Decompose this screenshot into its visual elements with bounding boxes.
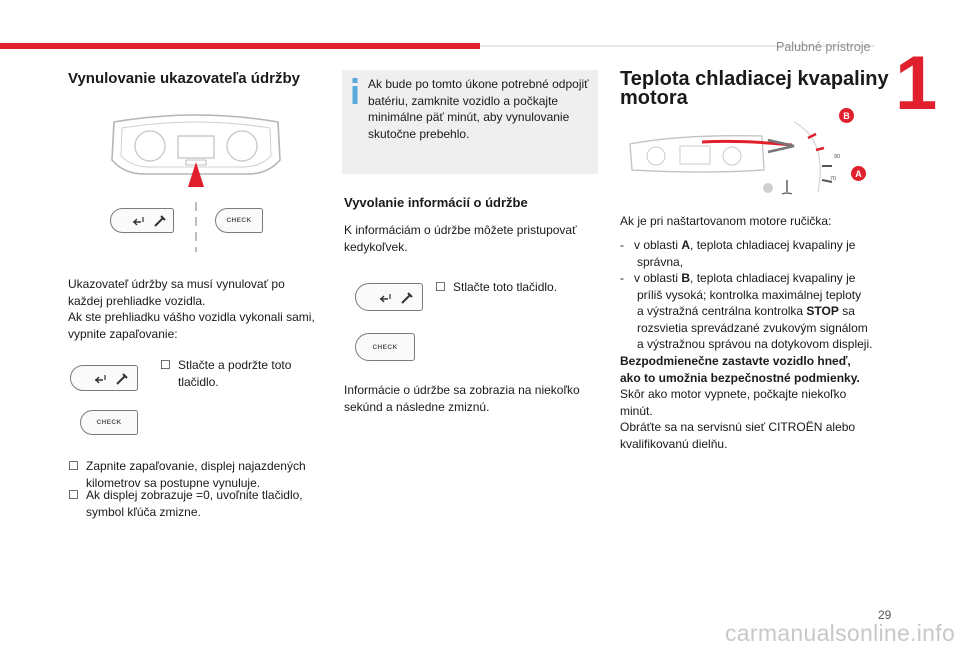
maintenance-info-title: Vyvolanie informácií o údržbe <box>344 195 528 210</box>
coolant-item-b: - v oblasti B, teplota chladiacej kvapaliny je príliš vysoká; kontrolka maximálnej teploty a výstražná centrálna kontrolka STOP sa rozsvietia sprevádzané zvukovým signálom a výstražnou správou na dotykovom displeji. <box>620 271 873 351</box>
instrument-cluster-illustration <box>108 112 284 257</box>
section-label: Palubné prístroje <box>776 40 871 54</box>
arrow-bullet-icon: ☐ <box>68 488 79 502</box>
svg-text:90: 90 <box>834 154 841 160</box>
check-button-illustration-2: CHECK <box>80 410 138 435</box>
svg-text:70: 70 <box>830 176 837 182</box>
wrench-icon <box>93 372 131 386</box>
bullet-ignition-on: ☐ Zapnite zapaľovanie, displej najazdených kilometrov sa postupne vynuluje. <box>68 459 306 490</box>
check-button-illustration: CHECK <box>215 208 263 233</box>
watermark: carmanualsonline.info <box>725 620 956 646</box>
wrench-icon <box>378 291 416 305</box>
info-icon <box>350 78 360 104</box>
maintenance-info-outro: Informácie o údržbe sa zobrazia na niekoľko sekúnd a následne zmiznú. <box>344 383 580 414</box>
maintenance-button-illustration-2 <box>70 365 138 391</box>
info-text: Ak bude po tomto úkone potrebné odpojiť batériu, zamknite vozidlo a počkajte minimálne päť minút, aby vynulovanie skutočne prebehlo. <box>368 77 589 141</box>
coolant-intro: Ak je pri naštartovanom motore ručička: <box>620 214 832 228</box>
chapter-number: 1 <box>895 41 938 126</box>
coolant-item-a: - v oblasti A, teplota chladiacej kvapaliny je správna, <box>620 238 856 269</box>
coolant-tail-text: Skôr ako motor vypnete, počkajte niekoľko minút. Obráťte sa na servisnú sieť CITROËN alebo kvalifikovanú dielňu. <box>620 387 856 451</box>
coolant-temperature-title: Teplota chladiacej kvapaliny motora <box>620 68 889 109</box>
coolant-temperature-icon <box>782 180 792 194</box>
step-press: ☐ Stlačte toto tlačidlo. <box>435 280 558 294</box>
maintenance-info-intro: K informáciám o údržbe môžete pristupovať kedykoľvek. <box>344 223 577 254</box>
maintenance-button-illustration-3 <box>355 283 423 311</box>
maintenance-reset-title: Vynulovanie ukazovateľa údržby <box>68 70 300 87</box>
label-a-marker: A <box>851 166 866 181</box>
info-box <box>342 70 598 174</box>
arrow-bullet-icon: ☐ <box>435 280 446 294</box>
step-press-hold: ☐ Stlačte a podržte toto tlačidlo. <box>160 358 292 389</box>
maintenance-intro-text: Ukazovateľ údržby sa musí vynulovať po každej prehliadke vozidla. Ak ste prehliadku vášho vozidla vykonali sami, vypnite zapaľovanie: <box>68 277 315 341</box>
maintenance-button-illustration <box>110 208 174 233</box>
header-red-rule <box>0 43 480 49</box>
wrench-icon <box>131 214 169 228</box>
check-button-illustration-3: CHECK <box>355 333 415 361</box>
arrow-bullet-icon: ☐ <box>68 459 79 473</box>
bullet-release-button: ☐ Ak displej zobrazuje =0, uvoľnite tlačidlo, symbol kľúča zmizne. <box>68 488 303 519</box>
page-number: 29 <box>878 608 892 622</box>
coolant-gauge-illustration <box>622 100 868 205</box>
coolant-warning: Bezpodmienečne zastavte vozidlo hneď, ako to umožnia bezpečnostné podmienky. <box>620 354 860 385</box>
arrow-bullet-icon: ☐ <box>160 358 171 372</box>
label-b-marker: B <box>839 108 854 123</box>
